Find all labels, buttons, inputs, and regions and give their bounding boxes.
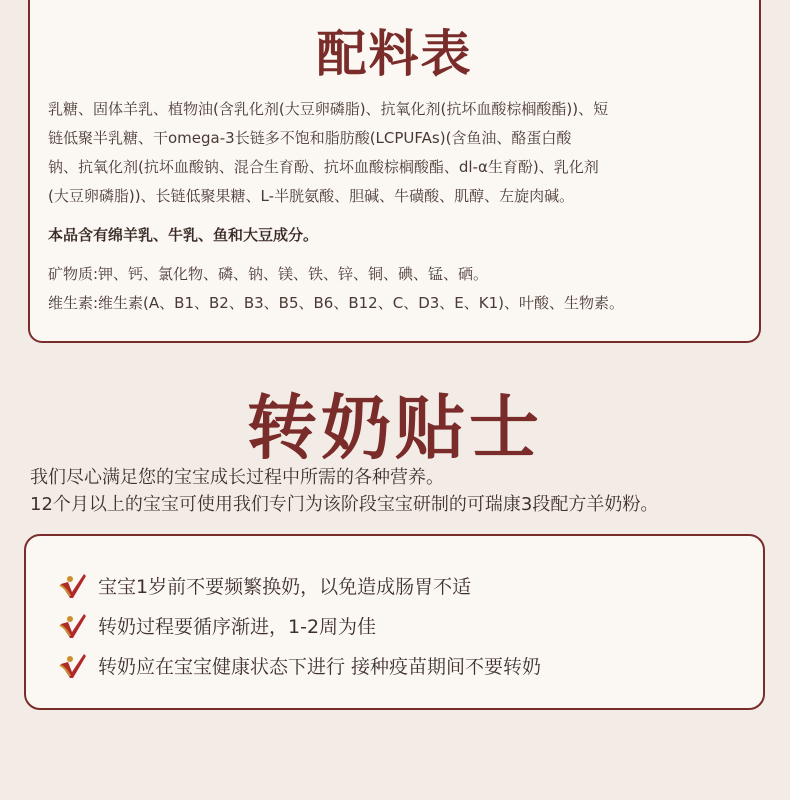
tip-text: 宝宝1岁前不要频繁换奶，以免造成肠胃不适 xyxy=(98,575,472,598)
tips-title: 转奶贴士 xyxy=(247,387,543,469)
intro-line: 我们尽心满足您的宝宝成长过程中所需的各种营养。 xyxy=(30,467,444,488)
ingredients-title: 配料表 xyxy=(316,25,473,83)
ingredients-line: 乳糖、固体羊乳、植物油(含乳化剂(大豆卵磷脂)、抗氧化剂(抗坏血酸棕榈酸酯))、短 xyxy=(48,100,609,118)
tip-text: 转奶过程要循序渐进，1-2周为佳 xyxy=(98,615,377,638)
ingredients-body xyxy=(48,95,745,318)
intro-line: 12个月以上的宝宝可使用我们专门为该阶段宝宝研制的可瑞康3段配方羊奶粉。 xyxy=(30,494,659,515)
check-icon xyxy=(58,650,88,680)
tip-item xyxy=(58,608,376,642)
allergen-note: 本品含有绵羊乳、牛乳、鱼和大豆成分。 xyxy=(48,226,319,244)
ingredients-line: 钠、抗氧化剂(抗坏血酸钠、混合生育酚、抗坏血酸棕榈酸酯、dl-α生育酚)、乳化剂 xyxy=(48,158,599,176)
tip-item xyxy=(58,568,471,602)
tip-item xyxy=(58,648,541,682)
tip-text: 转奶应在宝宝健康状态下进行 接种疫苗期间不要转奶 xyxy=(98,655,542,678)
ingredients-line: 链低聚半乳糖、干omega-3长链多不饱和脂肪酸(LCPUFAs)(含鱼油、酪蛋白酸 xyxy=(48,129,572,147)
ingredients-line: (大豆卵磷脂))、长链低聚果糖、L-半胱氨酸、胆碱、牛磺酸、肌醇、左旋肉碱。 xyxy=(48,187,575,205)
minerals-line: 矿物质:钾、钙、氯化物、磷、钠、镁、铁、锌、铜、碘、锰、硒。 xyxy=(48,265,489,283)
ingredients-card xyxy=(28,0,761,343)
tips-card xyxy=(24,534,765,710)
check-icon xyxy=(58,610,88,640)
check-icon xyxy=(58,570,88,600)
tips-intro xyxy=(30,464,775,518)
vitamins-line: 维生素:维生素(A、B1、B2、B3、B5、B6、B12、C、D3、E、K1)、叶酸、生物素。 xyxy=(48,294,624,312)
